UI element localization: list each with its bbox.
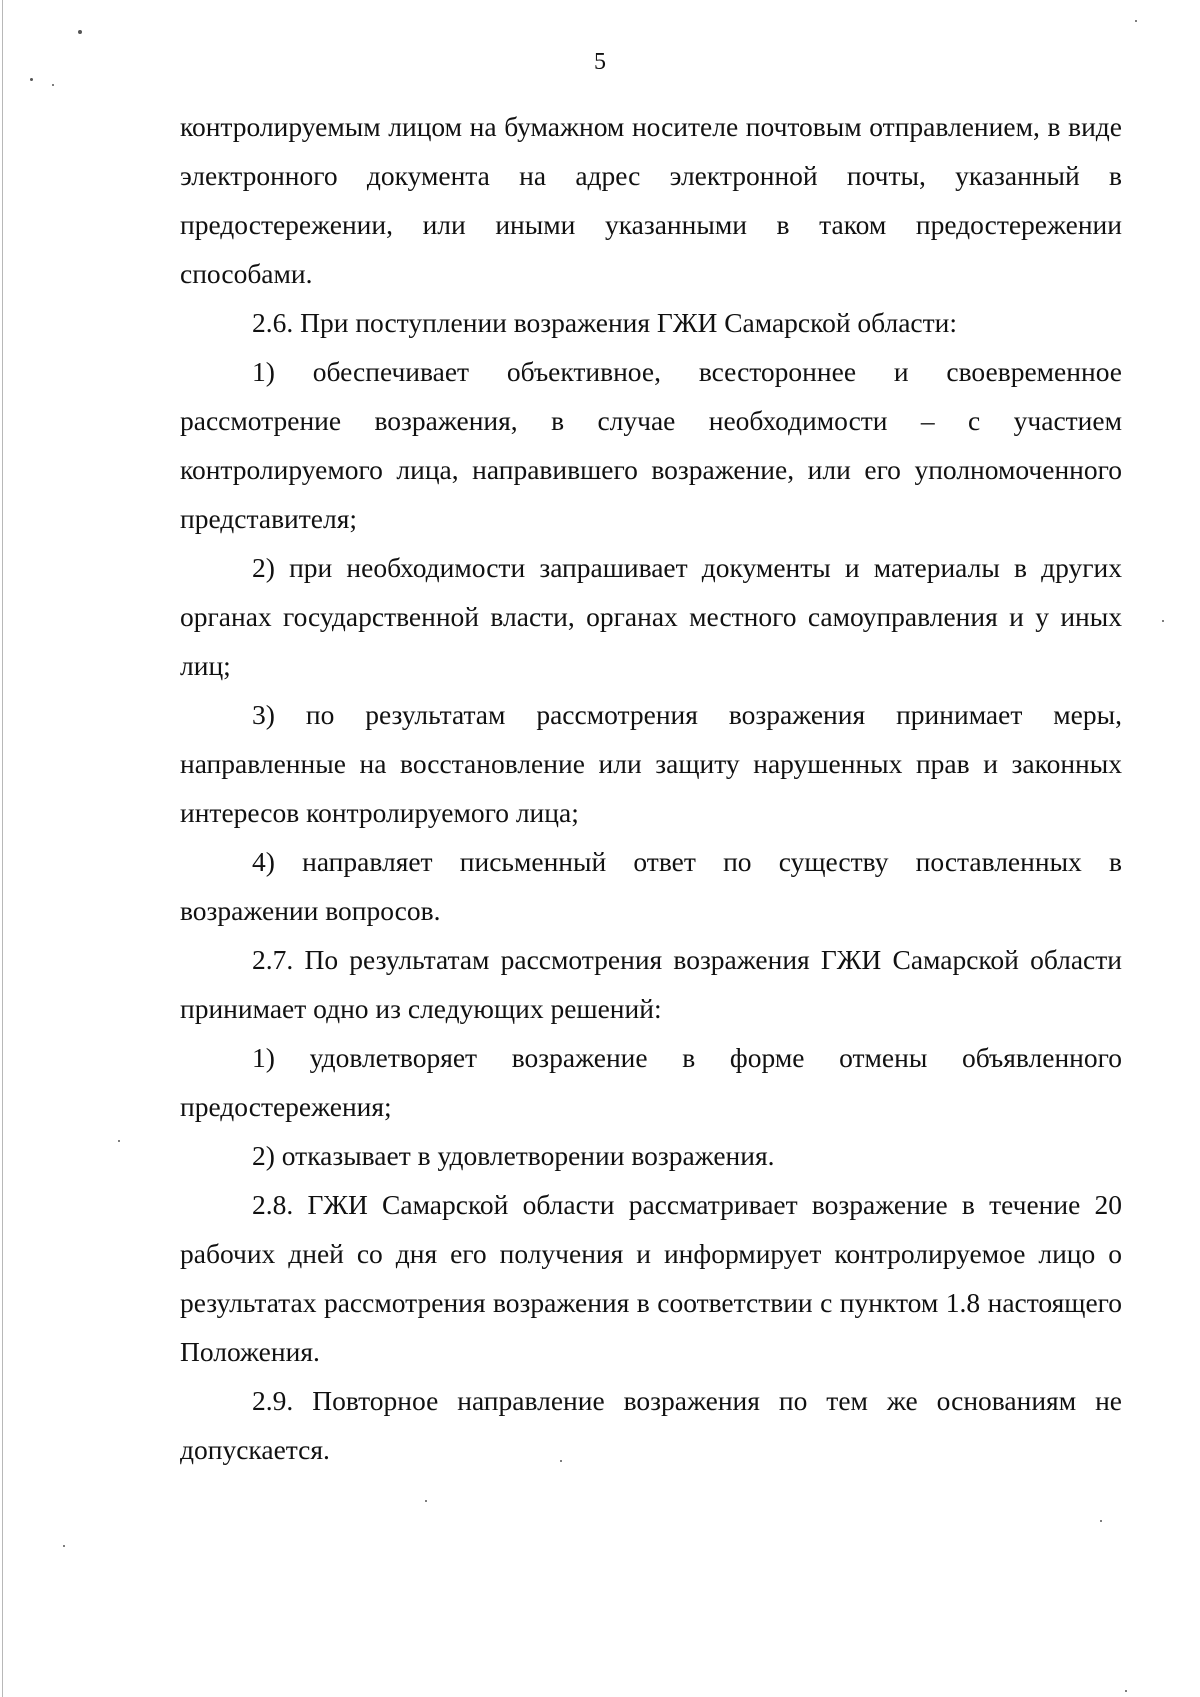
scan-speck bbox=[63, 1545, 65, 1547]
scan-speck bbox=[425, 1500, 427, 1502]
scan-speck bbox=[1125, 1690, 1127, 1692]
paragraph-section-2-9: 2.9. Повторное направление возражения по тем же основаниям не допускается. bbox=[180, 1385, 1122, 1465]
paragraph-2-7-item-1: 1) удовлетворяет возражение в форме отмены объявленного предостережения; bbox=[180, 1042, 1122, 1122]
scan-speck bbox=[1162, 620, 1164, 622]
document-body bbox=[180, 102, 1122, 1474]
page-number: 5 bbox=[594, 49, 606, 75]
paragraph-section-2-6: 2.6. При поступлении возражения ГЖИ Самарской области: bbox=[252, 307, 957, 338]
paragraph-2-6-item-3: 3) по результатам рассмотрения возражения принимает меры, направленные на восстановление или защиту нарушенных прав и законных интересов контролируемого лица; bbox=[180, 699, 1122, 828]
scan-speck bbox=[560, 1460, 562, 1462]
scan-speck bbox=[30, 78, 33, 81]
scan-speck bbox=[1100, 1520, 1102, 1522]
paragraph-2-7-item-2: 2) отказывает в удовлетворении возражения. bbox=[252, 1140, 775, 1171]
scan-speck bbox=[52, 84, 54, 86]
paragraph-section-2-7: 2.7. По результатам рассмотрения возражения ГЖИ Самарской области принимает одно из следующих решений: bbox=[180, 944, 1122, 1024]
paragraph-continuation: контролируемым лицом на бумажном носителе почтовым отправлением, в виде электронного документа на адрес электронной почты, указанный в предостережении, или иными указанными в таком предостережении способами. bbox=[180, 111, 1122, 289]
paragraph-2-6-item-2: 2) при необходимости запрашивает документы и материалы в других органах государственной власти, органах местного самоуправления и у иных лиц; bbox=[180, 552, 1122, 681]
paragraph-section-2-8: 2.8. ГЖИ Самарской области рассматривает возражение в течение 20 рабочих дней со дня его получения и информирует контролируемое лицо о результатах рассмотрения возражения в соответствии с пунктом 1.8 настоящего Положения. bbox=[180, 1189, 1122, 1367]
page-edge-line bbox=[2, 0, 3, 1697]
scan-speck bbox=[1135, 20, 1137, 22]
paragraph-2-6-item-1: 1) обеспечивает объективное, всестороннее и своевременное рассмотрение возражения, в случае необходимости – с участием контролируемого лица, направившего возражение, или его уполномоченного представителя; bbox=[180, 356, 1122, 534]
scan-speck bbox=[78, 30, 82, 34]
scan-speck bbox=[118, 1140, 120, 1142]
paragraph-2-6-item-4: 4) направляет письменный ответ по существу поставленных в возражении вопросов. bbox=[180, 846, 1122, 926]
